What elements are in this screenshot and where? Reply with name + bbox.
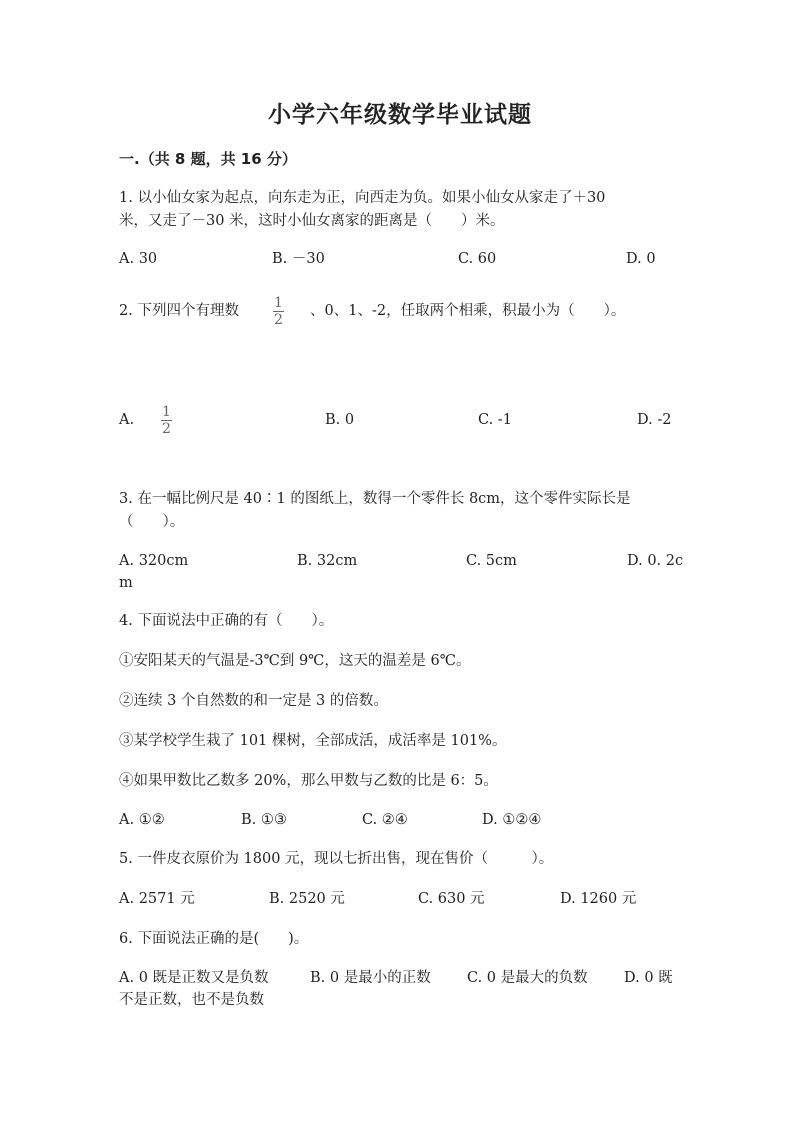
q4-statement-3: ③某学校学生栽了 101 棵树，全部成活，成活率是 101%。 — [119, 733, 507, 749]
q1-option-b: B. －30 — [272, 251, 325, 267]
q2-option-a-fraction — [161, 405, 172, 436]
q1-option-c: C. 60 — [458, 251, 497, 267]
q2-option-a-label: A. — [119, 412, 135, 428]
q6-stem: 6. 下面说法正确的是( )。 — [119, 931, 309, 947]
q2-fraction — [273, 296, 284, 327]
q6-option-d: D. 0 既 — [624, 970, 673, 986]
q5-stem: 5. 一件皮衣原价为 1800 元，现以七折出售，现在售价（ ）。 — [119, 851, 554, 867]
q2-option-a-denominator: 2 — [162, 421, 171, 437]
q6-option-a: A. 0 既是正数又是负数 — [119, 970, 269, 986]
q1-stem-line2: 米，又走了－30 米，这时小仙女离家的距离是（ ）米。 — [119, 213, 505, 229]
q2-stem-prefix: 2. 下列四个有理数 — [119, 303, 239, 319]
q3-option-a: A. 320cm — [119, 553, 189, 569]
q4-option-b: B. ①③ — [241, 812, 287, 828]
section-header: 一.（共 8 题，共 16 分） — [119, 150, 297, 168]
q2-option-c: C. -1 — [478, 412, 512, 428]
q5-option-c: C. 630 元 — [418, 891, 485, 907]
q2-fraction-numerator: 1 — [274, 295, 283, 311]
q3-option-b: B. 32cm — [297, 553, 358, 569]
q1-option-d: D. 0 — [626, 251, 656, 267]
q2-fraction-denominator: 2 — [274, 312, 283, 328]
q3-stem-line2: （ ）。 — [119, 514, 185, 530]
q3-stem-line1: 3. 在一幅比例尺是 40∶1 的图纸上，数得一个零件长 8cm，这个零件实际长是 — [119, 491, 631, 507]
q3-option-d: D. 0. 2c — [627, 553, 684, 569]
q1-stem-line1: 1. 以小仙女家为起点，向东走为正，向西走为负。如果小仙女从家走了＋30 — [119, 190, 606, 206]
q4-statement-4: ④如果甲数比乙数多 20%，那么甲数与乙数的比是 6：5。 — [119, 773, 498, 789]
q4-option-d: D. ①②④ — [482, 812, 542, 828]
q3-option-d-wrap: m — [119, 575, 133, 591]
q5-option-b: B. 2520 元 — [269, 891, 345, 907]
q2-option-a-numerator: 1 — [162, 404, 171, 420]
q6-option-c: C. 0 是最大的负数 — [467, 970, 588, 986]
q6-option-b: B. 0 是最小的正数 — [310, 970, 431, 986]
q2-stem-suffix: 、0、1、-2，任取两个相乘，积最小为（ ）。 — [310, 303, 626, 319]
page-title: 小学六年级数学毕业试题 — [268, 102, 532, 128]
q4-statement-2: ②连续 3 个自然数的和一定是 3 的倍数。 — [119, 693, 388, 709]
q2-option-b: B. 0 — [325, 412, 355, 428]
q4-statement-1: ①安阳某天的气温是-3℃到 9℃，这天的温差是 6℃。 — [119, 653, 471, 669]
q5-option-d: D. 1260 元 — [560, 891, 637, 907]
q4-option-a: A. ①② — [119, 812, 165, 828]
q1-option-a: A. 30 — [119, 251, 158, 267]
q6-option-d-wrap: 不是正数，也不是负数 — [119, 992, 264, 1008]
q4-option-c: C. ②④ — [362, 812, 408, 828]
q5-option-a: A. 2571 元 — [119, 891, 195, 907]
q3-option-c: C. 5cm — [466, 553, 517, 569]
q2-option-d: D. -2 — [637, 412, 672, 428]
q4-stem: 4. 下面说法中正确的有（ ）。 — [119, 613, 334, 629]
